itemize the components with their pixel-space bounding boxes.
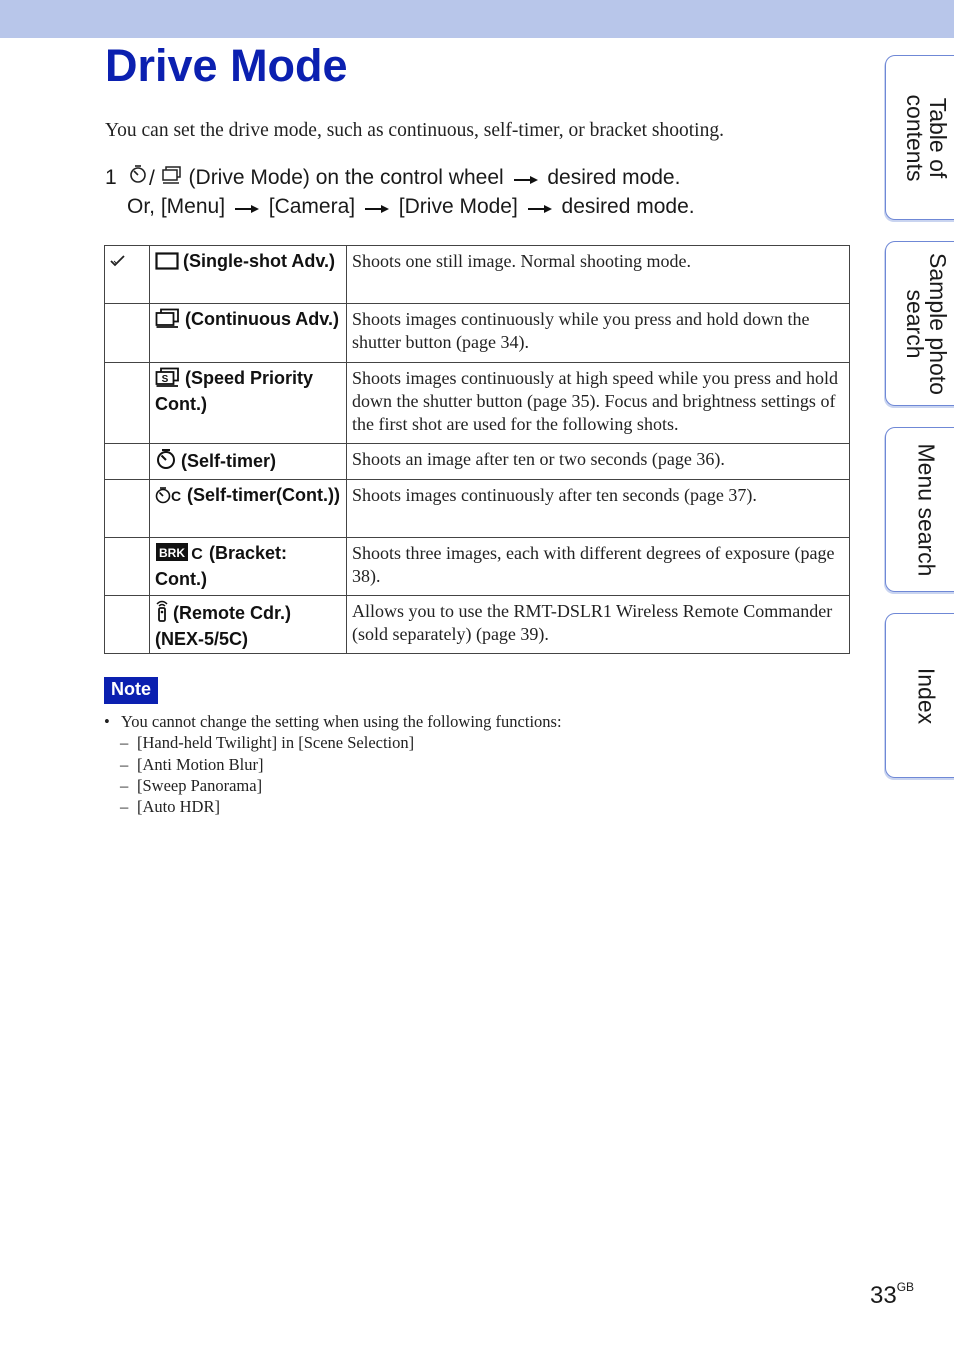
default-check-icon: [110, 254, 149, 273]
mode-cell: [150, 304, 347, 363]
description-cell: Allows you to use the RMT-DSLR1 Wireless Remote Commander (sold separately) (page 39).: [347, 596, 850, 654]
page-number-value: 33: [870, 1282, 897, 1309]
list-item: – [Auto HDR]: [104, 796, 562, 817]
step-camera-text: [Camera]: [268, 195, 356, 218]
single-shot-icon: [155, 252, 179, 276]
mode-label: (Single-shot Adv.): [183, 251, 335, 271]
default-cell: [105, 538, 150, 596]
top-band: [0, 0, 954, 38]
arrow-icon: [235, 193, 259, 222]
mode-cell: [150, 538, 347, 596]
self-timer-cont-icon: [155, 486, 183, 510]
table-row: [105, 246, 850, 304]
tab-menu-search[interactable]: [885, 427, 954, 592]
step-line-1: [127, 163, 680, 193]
mode-cell: [150, 363, 347, 444]
default-cell: [105, 363, 150, 444]
list-item: – [Sweep Panorama]: [104, 775, 562, 796]
tab-sample-photo-search[interactable]: [885, 241, 954, 406]
bracket-icon: [155, 542, 205, 568]
table-row: [105, 538, 850, 596]
default-cell: [105, 480, 150, 538]
note-badge: Note: [104, 677, 158, 704]
default-cell: [105, 246, 150, 304]
mode-cell: [150, 444, 347, 480]
table-row: [105, 480, 850, 538]
svg-text:C: C: [170, 488, 182, 504]
tab-label: Index: [913, 667, 940, 724]
intro-text: You can set the drive mode, such as continuous, self-timer, or bracket shooting.: [105, 120, 724, 141]
description-cell: Shoots images continuously while you press and hold down the shutter button (page 34).: [347, 304, 850, 363]
tab-table-of-contents[interactable]: [885, 55, 954, 220]
mode-cell: [150, 596, 347, 654]
self-timer-icon: [127, 163, 149, 193]
default-cell: [105, 596, 150, 654]
tab-index[interactable]: [885, 613, 954, 778]
tab-label: Table of contents: [902, 94, 951, 181]
arrow-icon: [528, 193, 552, 222]
list-item: – [Anti Motion Blur]: [104, 754, 562, 775]
svg-text:S: S: [161, 374, 169, 385]
continuous-icon: [155, 308, 181, 334]
tab-label: Sample photo search: [902, 252, 951, 395]
step-line-2: [127, 192, 695, 222]
continuous-icon: [161, 164, 183, 193]
table-row: [105, 304, 850, 363]
remote-icon: [155, 600, 169, 628]
mode-label: (Bracket: Cont.): [155, 543, 288, 589]
step-line-1-end: desired mode.: [547, 166, 681, 189]
mode-label: (Remote Cdr.) (NEX-5/5C): [155, 603, 292, 649]
note-intro: • You cannot change the setting when using the following functions:: [104, 711, 562, 732]
note-list: [104, 711, 562, 817]
default-cell: [105, 444, 150, 480]
default-cell: [105, 304, 150, 363]
description-cell: Shoots one still image. Normal shooting mode.: [347, 246, 850, 304]
step-line-1-text: (Drive Mode) on the control wheel: [188, 166, 504, 189]
slash-separator: /: [149, 166, 155, 190]
tab-label: Menu search: [913, 443, 940, 576]
table-row: [105, 444, 850, 480]
mode-cell: [150, 480, 347, 538]
speed-priority-icon: [155, 367, 181, 393]
mode-label: (Speed Priority Cont.): [155, 368, 314, 414]
table-row: [105, 363, 850, 444]
mode-label: (Continuous Adv.): [185, 309, 339, 329]
arrow-icon: [365, 193, 389, 222]
description-cell: Shoots images continuously after ten seconds (page 37).: [347, 480, 850, 538]
arrow-icon: [514, 164, 538, 193]
svg-text:C: C: [191, 546, 203, 562]
svg-text:BRK: BRK: [159, 546, 185, 560]
list-item: – [Hand-held Twilight] in [Scene Selection]: [104, 732, 562, 753]
description-cell: Shoots three images, each with different degrees of exposure (page 38).: [347, 538, 850, 596]
step-number: 1: [105, 166, 117, 189]
self-timer-icon: [155, 448, 177, 476]
description-cell: Shoots images continuously at high speed while you press and hold down the shutter button (page 35). Focus and brightness settings of the first shot are used for the following shots.: [347, 363, 850, 444]
step-desired-text: desired mode.: [561, 195, 695, 218]
description-cell: Shoots an image after ten or two seconds (page 36).: [347, 444, 850, 480]
page-title: Drive Mode: [105, 40, 348, 91]
mode-label: (Self-timer(Cont.)): [187, 485, 340, 505]
mode-cell: [150, 246, 347, 304]
table-row: [105, 596, 850, 654]
page-number: [870, 1280, 914, 1310]
step-menu-text: Or, [Menu]: [127, 195, 226, 218]
mode-label: (Self-timer): [181, 451, 277, 471]
drive-mode-table: [104, 245, 850, 654]
step-drive-mode-text: [Drive Mode]: [398, 195, 518, 218]
page-number-suffix: GB: [896, 1280, 915, 1294]
